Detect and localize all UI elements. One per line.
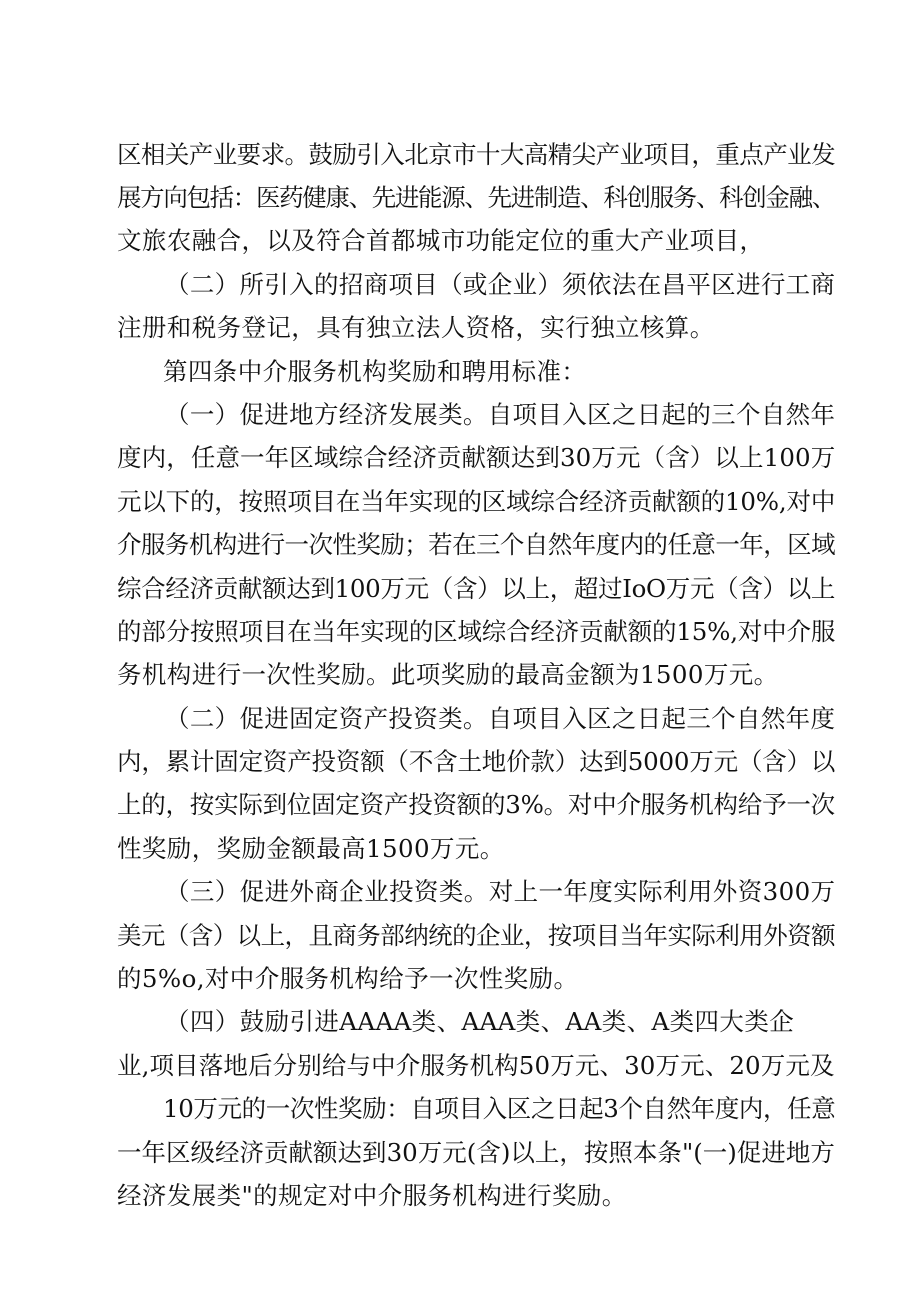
text-line: （一）促进地方经济发展类。自项目入区之日起的三个自然年 <box>165 400 836 429</box>
text-line: （四）鼓励引进AAAA类、AAA类、AA类、A类四大类企 <box>165 1007 795 1036</box>
text-line: 元以下的，按照项目在当年实现的区域综合经济贡献额的10%,对中 <box>117 487 836 516</box>
text-line: 性奖励，奖励金额最高1500万元。 <box>117 834 505 863</box>
text-line: 的5%o,对中介服务机构给予一次性奖励。 <box>117 964 579 993</box>
text-line: 一年区级经济贡献额达到30万元(含)以上，按照本条"(一)促进地方 <box>117 1138 835 1167</box>
text-line: 经济发展类"的规定对中介服务机构进行奖励。 <box>117 1181 627 1210</box>
text-line: 展方向包括：医药健康、先进能源、先进制造、科创服务、科创金融、 <box>117 183 835 212</box>
text-line: 综合经济贡献额达到100万元（含）以上，超过IoO万元（含）以上 <box>117 574 836 603</box>
text-line: 务机构进行一次性奖励。此项奖励的最高金额为1500万元。 <box>117 660 779 689</box>
text-line: （三）促进外商企业投资类。对上一年度实际利用外资300万 <box>165 877 836 906</box>
text-line: 介服务机构进行一次性奖励；若在三个自然年度内的任意一年，区域 <box>117 530 835 559</box>
text-line: 区相关产业要求。鼓励引入北京市十大高精尖产业项目，重点产业发 <box>117 140 835 169</box>
text-line: 内，累计固定资产投资额（不含土地价款）达到5000万元（含）以 <box>117 747 836 776</box>
text-line: 业,项目落地后分别给与中介服务机构50万元、30万元、20万元及 <box>117 1051 835 1080</box>
text-line: 的部分按照项目在当年实现的区域综合经济贡献额的15%,对中介服 <box>117 617 836 646</box>
text-line: 注册和税务登记，具有独立法人资格，实行独立核算。 <box>117 313 715 342</box>
section-heading: 第四条中介服务机构奖励和聘用标准： <box>163 357 587 386</box>
text-line: 美元（含）以上，且商务部纳统的企业，按项目当年实际利用外资额 <box>117 921 835 950</box>
text-line: 上的，按实际到位固定资产投资额的3%。对中介服务机构给予一次 <box>117 790 835 819</box>
text-line: 文旅农融合，以及符合首都城市功能定位的重大产业项目， <box>117 226 765 255</box>
text-line: 10万元的一次性奖励：自项目入区之日起3个自然年度内，任意 <box>163 1094 836 1123</box>
text-line: 度内，任意一年区域综合经济贡献额达到30万元（含）以上100万 <box>117 443 836 472</box>
text-line: （二）促进固定资产投资类。自项目入区之日起三个自然年度 <box>165 704 836 733</box>
text-line: （二）所引入的招商项目（或企业）须依法在昌平区进行工商 <box>165 270 836 299</box>
